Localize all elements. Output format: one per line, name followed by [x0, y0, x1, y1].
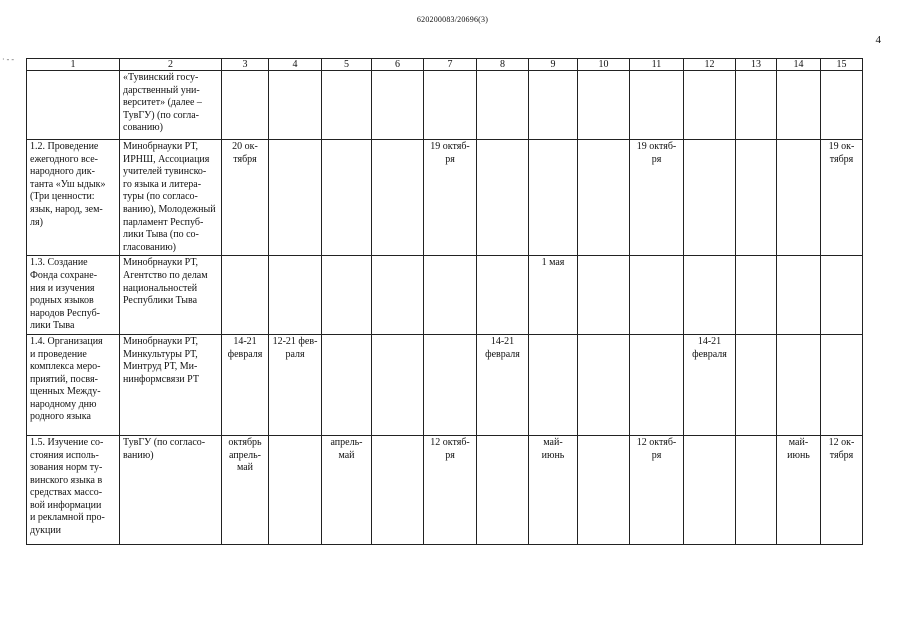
- column-header: 3: [222, 59, 269, 71]
- activity-cell: 1.5. Изучение со- стояния исполь- зования норм ту- винского языка в средствах массо- вой информации и рекламной про- дукции: [27, 435, 120, 544]
- date-cell: [222, 256, 269, 335]
- date-cell: [424, 256, 477, 335]
- date-cell: [322, 334, 372, 435]
- column-header: 13: [736, 59, 777, 71]
- date-cell: [736, 140, 777, 256]
- table-row: [27, 256, 863, 335]
- date-cell: [322, 256, 372, 335]
- date-cell: [322, 140, 372, 256]
- table-row: [27, 334, 863, 435]
- date-cell: [821, 334, 863, 435]
- date-cell: [372, 140, 424, 256]
- date-cell: [684, 435, 736, 544]
- date-cell: [372, 334, 424, 435]
- date-cell: [322, 71, 372, 140]
- date-cell: [372, 256, 424, 335]
- date-cell: [269, 71, 322, 140]
- date-cell: [736, 71, 777, 140]
- date-cell: [684, 256, 736, 335]
- column-header: 5: [322, 59, 372, 71]
- date-cell: [269, 435, 322, 544]
- date-cell: 19 октяб- ря: [424, 140, 477, 256]
- activity-cell: [27, 71, 120, 140]
- column-header: 14: [777, 59, 821, 71]
- table-row: [27, 71, 863, 140]
- executor-cell: ТувГУ (по согласо- ванию): [120, 435, 222, 544]
- date-cell: [372, 71, 424, 140]
- date-cell: 20 ок- тября: [222, 140, 269, 256]
- date-cell: [630, 71, 684, 140]
- date-cell: [777, 140, 821, 256]
- column-header: 8: [477, 59, 529, 71]
- date-cell: [529, 140, 578, 256]
- date-cell: [684, 71, 736, 140]
- date-cell: 19 октяб- ря: [630, 140, 684, 256]
- date-cell: май- июнь: [529, 435, 578, 544]
- margin-mark: · - -: [2, 55, 14, 64]
- column-header: 11: [630, 59, 684, 71]
- column-header: 2: [120, 59, 222, 71]
- date-cell: [736, 435, 777, 544]
- date-cell: [477, 71, 529, 140]
- column-header: 9: [529, 59, 578, 71]
- table-row: [27, 435, 863, 544]
- date-cell: [424, 71, 477, 140]
- date-cell: [777, 71, 821, 140]
- date-cell: [578, 435, 630, 544]
- date-cell: [777, 256, 821, 335]
- date-cell: октябрь апрель- май: [222, 435, 269, 544]
- date-cell: [529, 334, 578, 435]
- date-cell: [777, 334, 821, 435]
- date-cell: [578, 140, 630, 256]
- column-header: 6: [372, 59, 424, 71]
- column-header: 12: [684, 59, 736, 71]
- header-row: [27, 59, 863, 71]
- date-cell: [578, 256, 630, 335]
- date-cell: [736, 256, 777, 335]
- date-cell: [630, 334, 684, 435]
- date-cell: [578, 71, 630, 140]
- plan-table: [26, 58, 863, 545]
- column-header: 7: [424, 59, 477, 71]
- date-cell: 12 октяб- ря: [424, 435, 477, 544]
- page-number: 4: [875, 34, 881, 46]
- date-cell: [821, 71, 863, 140]
- activity-cell: 1.3. Создание Фонда сохране- ния и изучения родных языков народов Респуб- лики Тыва: [27, 256, 120, 335]
- date-cell: 19 ок- тября: [821, 140, 863, 256]
- date-cell: 12-21 фев- раля: [269, 334, 322, 435]
- plan-table-body: [27, 59, 863, 545]
- date-cell: 12 ок- тября: [821, 435, 863, 544]
- executor-cell: «Тувинский госу- дарственный уни- верситет» (далее – ТувГУ) (по согла- сованию): [120, 71, 222, 140]
- date-cell: [821, 256, 863, 335]
- column-header: 4: [269, 59, 322, 71]
- date-cell: 12 октяб- ря: [630, 435, 684, 544]
- activity-cell: 1.2. Проведение ежегодного все- народного дик- танта «Уш ыдык» (Три ценности: язык, народ, зем- ля): [27, 140, 120, 256]
- date-cell: [477, 435, 529, 544]
- column-header: 10: [578, 59, 630, 71]
- document-id: 620200083/20696(3): [416, 15, 489, 24]
- date-cell: май- июнь: [777, 435, 821, 544]
- activity-cell: 1.4. Организация и проведение комплекса меро- приятий, посвя- щенных Между- народному дню родного языка: [27, 334, 120, 435]
- executor-cell: Минобрнауки РТ, ИРНШ, Ассоциация учителей тувинско- го языка и литера- туры (по согласо- ванию), Молодежный парламент Респуб- лики Тыва (по со- гласованию): [120, 140, 222, 256]
- date-cell: 1 мая: [529, 256, 578, 335]
- date-cell: 14-21 февраля: [222, 334, 269, 435]
- date-cell: апрель- май: [322, 435, 372, 544]
- date-cell: [372, 435, 424, 544]
- executor-cell: Минобрнауки РТ, Агентство по делам национальностей Республики Тыва: [120, 256, 222, 335]
- date-cell: [684, 140, 736, 256]
- date-cell: [477, 140, 529, 256]
- date-cell: 14-21 февраля: [684, 334, 736, 435]
- date-cell: [736, 334, 777, 435]
- date-cell: [269, 256, 322, 335]
- date-cell: 14-21 февраля: [477, 334, 529, 435]
- column-header: 15: [821, 59, 863, 71]
- date-cell: [222, 71, 269, 140]
- date-cell: [269, 140, 322, 256]
- date-cell: [630, 256, 684, 335]
- column-header: 1: [27, 59, 120, 71]
- executor-cell: Минобрнауки РТ, Минкультуры РТ, Минтруд РТ, Ми- нинформсвязи РТ: [120, 334, 222, 435]
- date-cell: [578, 334, 630, 435]
- date-cell: [424, 334, 477, 435]
- date-cell: [529, 71, 578, 140]
- date-cell: [477, 256, 529, 335]
- table-row: [27, 140, 863, 256]
